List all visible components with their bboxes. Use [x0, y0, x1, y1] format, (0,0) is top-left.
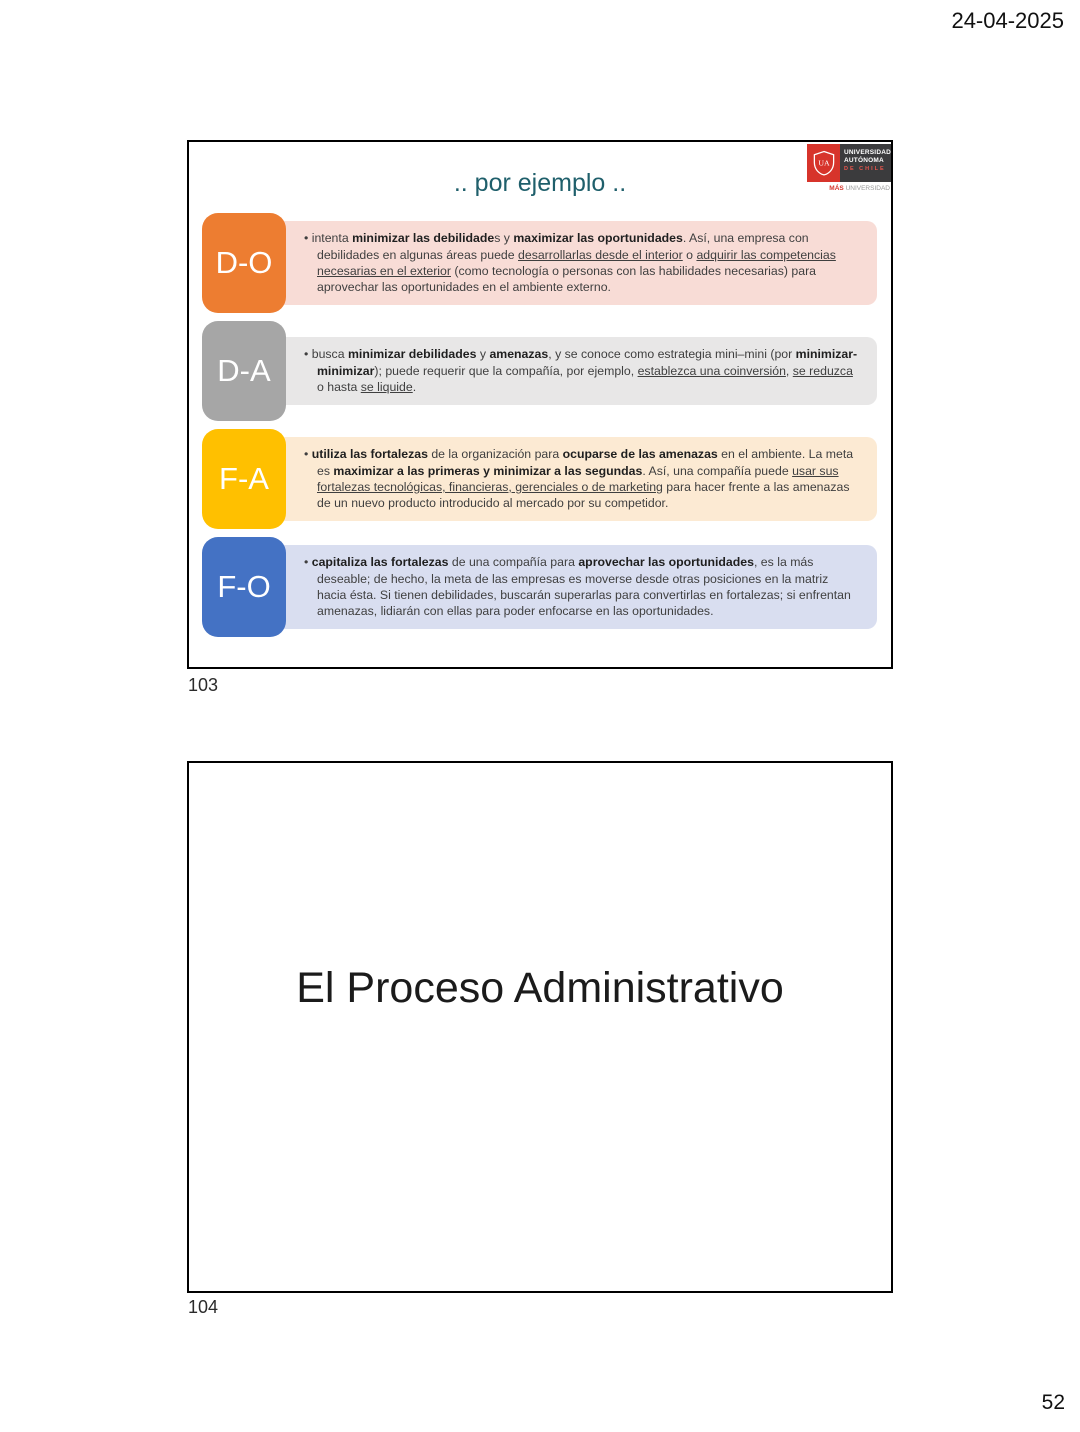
logo-tagline-rest: UNIVERSIDAD: [845, 185, 890, 192]
swot-rows: [202, 213, 877, 645]
swot-row: [202, 213, 877, 313]
swot-row: [202, 321, 877, 421]
swot-label: D-A: [202, 321, 286, 421]
document-page-number: 52: [1041, 1391, 1065, 1414]
swot-text: [272, 337, 877, 404]
university-logo: [807, 144, 891, 192]
slide-title: .. por ejemplo ..: [453, 169, 627, 197]
swot-text: [272, 437, 877, 521]
ua-shield-icon: [807, 144, 840, 182]
swot-text: [272, 221, 877, 305]
swot-label: F-A: [202, 429, 286, 529]
ua-shield-text: UA: [817, 158, 830, 168]
swot-row: [202, 429, 877, 529]
swot-text: [272, 545, 877, 629]
swot-row: [202, 537, 877, 637]
slide-103: [187, 140, 893, 669]
logo-mark: [807, 144, 891, 182]
logo-line2: AUTÓNOMA: [844, 157, 884, 165]
logo-tagline-accent: MÁS: [829, 185, 844, 192]
logo-line1: UNIVERSIDAD: [844, 149, 891, 156]
swot-paragraph: • capitaliza las fortalezas de una compañía para aprovechar las oportunidades, es la más deseable; de hecho, la meta de las empresas es moverse desde otras posiciones en la matriz hacia ésta. Si tienen debilidades, buscarán superarlas para convertirlas en fortalezas; si enfrentan amenazas, lidiarán con ellas para poder enfocarse en las oportunidades.: [304, 555, 851, 619]
swot-paragraph: • utiliza las fortalezas de la organización para ocuparse de las amenazas en el ambiente. La meta es maximizar a las primeras y minimizar a las segundas. Así, una compañía puede usar sus fortalezas tecnológicas, financieras, gerenciales o de marketing para hacer frente a las amenazas de un nuevo producto introducido al mercado por su competidor.: [304, 447, 854, 511]
slide-page-number: 103: [188, 675, 219, 695]
slide-104: [187, 761, 893, 1293]
logo-tagline: [807, 185, 891, 192]
swot-label: F-O: [202, 537, 286, 637]
swot-label: D-O: [202, 213, 286, 313]
logo-wordmark: [840, 144, 891, 182]
slide2-title: El Proceso Administrativo: [296, 964, 784, 1012]
logo-line3: DE CHILE: [844, 166, 886, 173]
swot-paragraph: • intenta minimizar las debilidades y maximizar las oportunidades. Así, una empresa con debilidades en algunas áreas puede desarrollarlas desde el interior o adquirir las competencias necesarias en el exterior (como tecnología o personas con las habilidades necesarias) para aprovechar las oportunidades en el ambiente externo.: [304, 231, 836, 295]
page-date: 24-04-2025: [951, 8, 1064, 33]
slide-page-number: 104: [188, 1297, 219, 1317]
swot-paragraph: • busca minimizar debilidades y amenazas, y se conoce como estrategia mini–mini (por minimizar-minimizar); puede requerir que la compañía, por ejemplo, establezca una coinversión, se reduzca o hasta se liquide.: [304, 347, 858, 395]
